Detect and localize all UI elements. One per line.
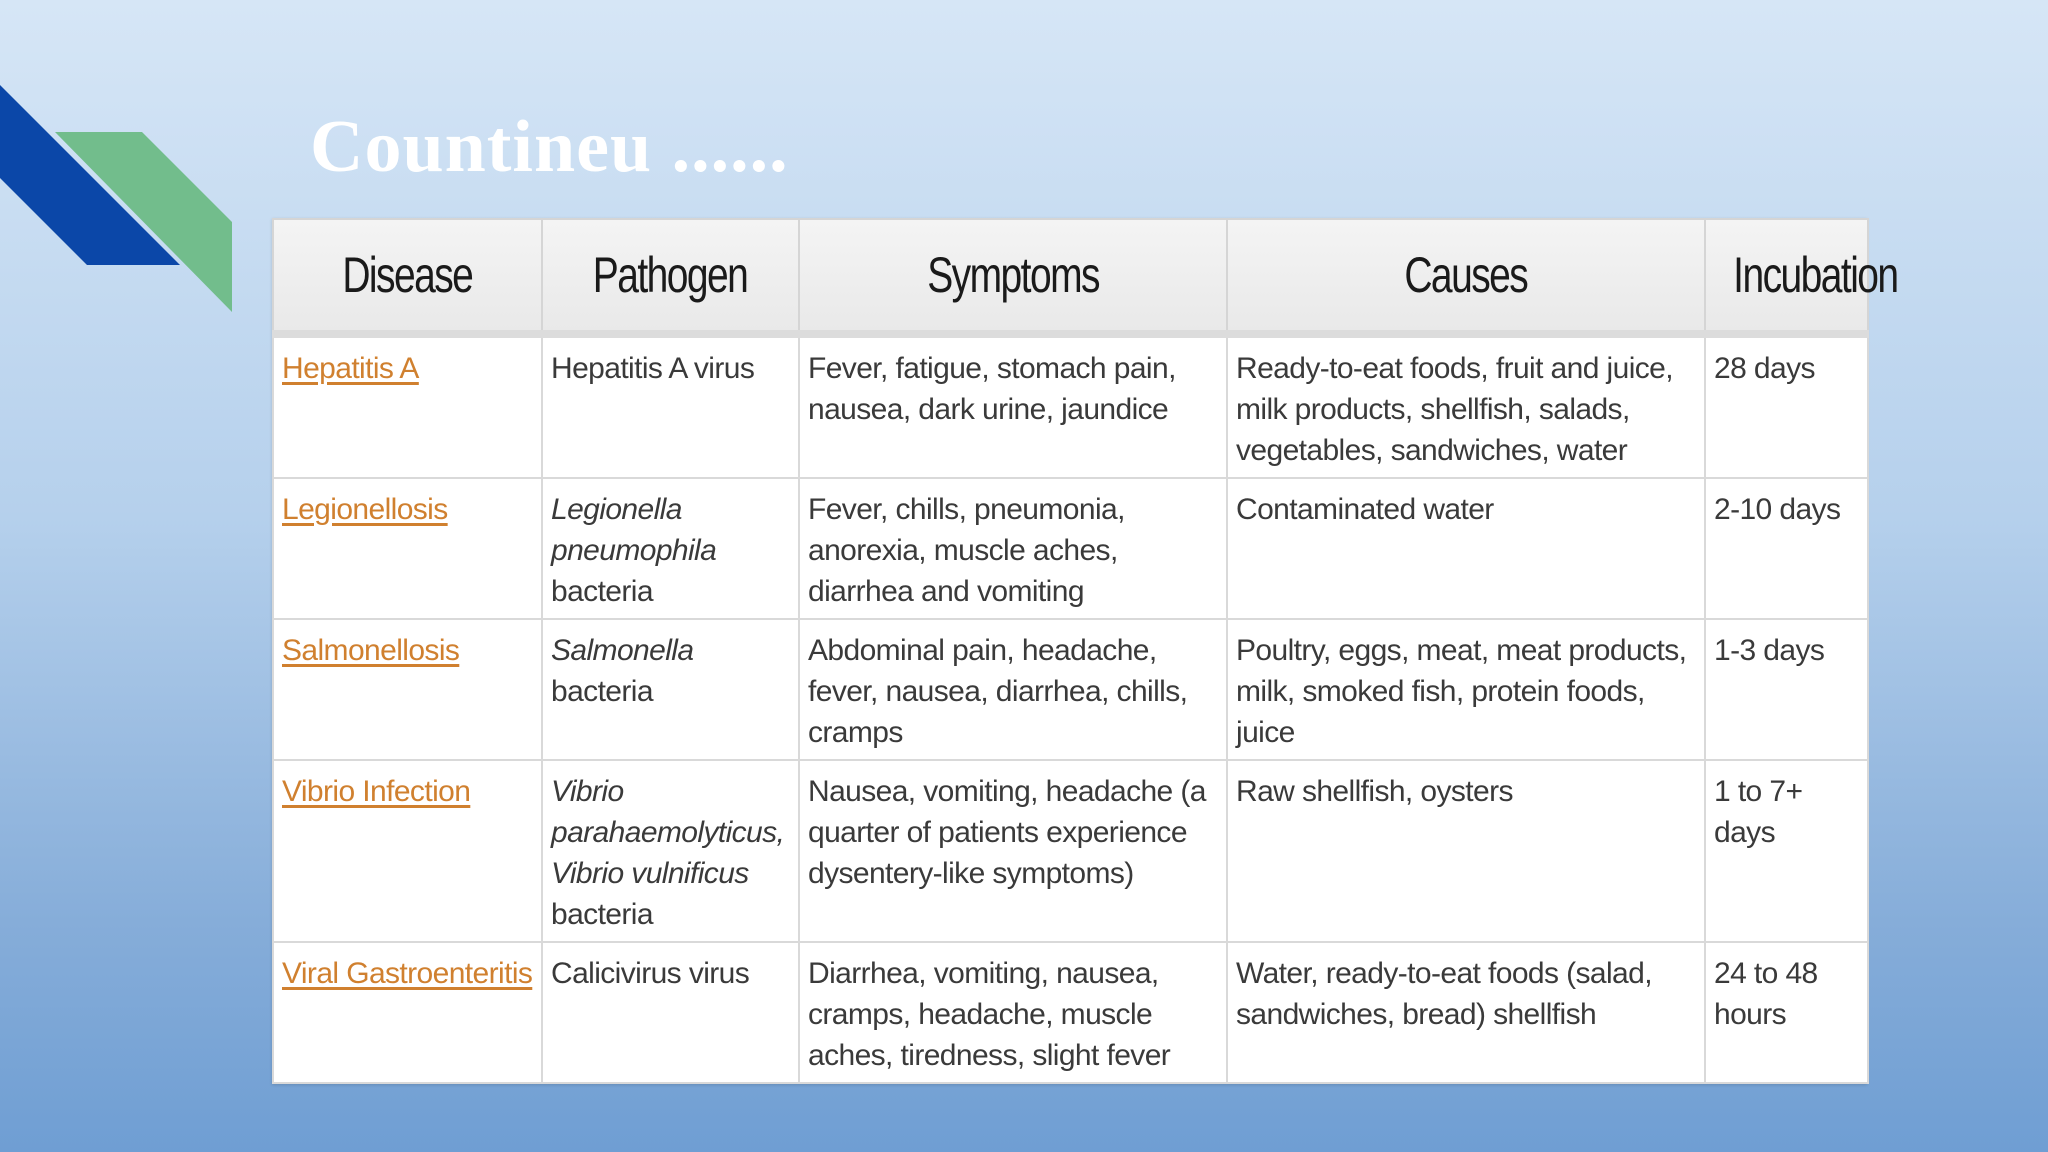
disease-table [272, 218, 1898, 1084]
pathogen-name: Salmonella [551, 634, 694, 667]
header-causes: Causes [1227, 219, 1705, 334]
disease-link[interactable]: Vibrio Infection [282, 775, 471, 808]
causes-cell: Raw shellfish, oysters [1227, 760, 1705, 942]
disease-cell [273, 334, 542, 478]
header-incubation: Incubation [1705, 219, 1868, 334]
pathogen-cell [542, 334, 799, 478]
table-row [273, 942, 1868, 1083]
symptoms-cell: Nausea, vomiting, headache (a quarter of patients experience dysentery-like symptoms) [799, 760, 1227, 942]
pathogen-cell [542, 478, 799, 619]
table-row [273, 478, 1868, 619]
pathogen-type: bacteria [551, 675, 653, 708]
incubation-cell: 28 days [1705, 334, 1868, 478]
table-row [273, 619, 1868, 760]
causes-cell: Ready-to-eat foods, fruit and juice, milk products, shellfish, salads, vegetables, sandwiches, water [1227, 334, 1705, 478]
incubation-cell: 24 to 48 hours [1705, 942, 1868, 1083]
symptoms-cell: Abdominal pain, headache, fever, nausea, diarrhea, chills, cramps [799, 619, 1227, 760]
disease-link[interactable]: Legionellosis [282, 493, 448, 526]
causes-cell: Contaminated water [1227, 478, 1705, 619]
corner-decoration [0, 0, 240, 320]
causes-cell: Poultry, eggs, meat, meat products, milk, smoked fish, protein foods, juice [1227, 619, 1705, 760]
disease-link[interactable]: Viral Gastroenteritis [282, 957, 533, 990]
pathogen-name: Vibrio parahaemolyticus, Vibrio vulnificus [551, 775, 785, 890]
symptoms-cell: Fever, fatigue, stomach pain, nausea, dark urine, jaundice [799, 334, 1227, 478]
table-row [273, 334, 1868, 478]
header-disease: Disease [273, 219, 542, 334]
header-symptoms: Symptoms [799, 219, 1227, 334]
disease-cell [273, 478, 542, 619]
incubation-cell: 1-3 days [1705, 619, 1868, 760]
disease-cell [273, 760, 542, 942]
header-pathogen: Pathogen [542, 219, 799, 334]
pathogen-type: bacteria [551, 575, 653, 608]
symptoms-cell: Fever, chills, pneumonia, anorexia, muscle aches, diarrhea and vomiting [799, 478, 1227, 619]
table-row [273, 760, 1868, 942]
pathogen-type: bacteria [551, 898, 653, 931]
slide-title: Countineu ...... [310, 106, 789, 188]
table-header-row [273, 219, 1868, 334]
pathogen-type: Calicivirus virus [551, 957, 750, 990]
incubation-cell: 2-10 days [1705, 478, 1868, 619]
pathogen-cell [542, 942, 799, 1083]
disease-link[interactable]: Hepatitis A [282, 352, 419, 385]
symptoms-cell: Diarrhea, vomiting, nausea, cramps, headache, muscle aches, tiredness, slight fever [799, 942, 1227, 1083]
pathogen-cell [542, 619, 799, 760]
incubation-cell: 1 to 7+ days [1705, 760, 1868, 942]
disease-cell [273, 619, 542, 760]
disease-cell [273, 942, 542, 1083]
pathogen-cell [542, 760, 799, 942]
pathogen-type: Hepatitis A virus [551, 352, 755, 385]
causes-cell: Water, ready-to-eat foods (salad, sandwiches, bread) shellfish [1227, 942, 1705, 1083]
pathogen-name: Legionella pneumophila [551, 493, 717, 567]
disease-link[interactable]: Salmonellosis [282, 634, 460, 667]
